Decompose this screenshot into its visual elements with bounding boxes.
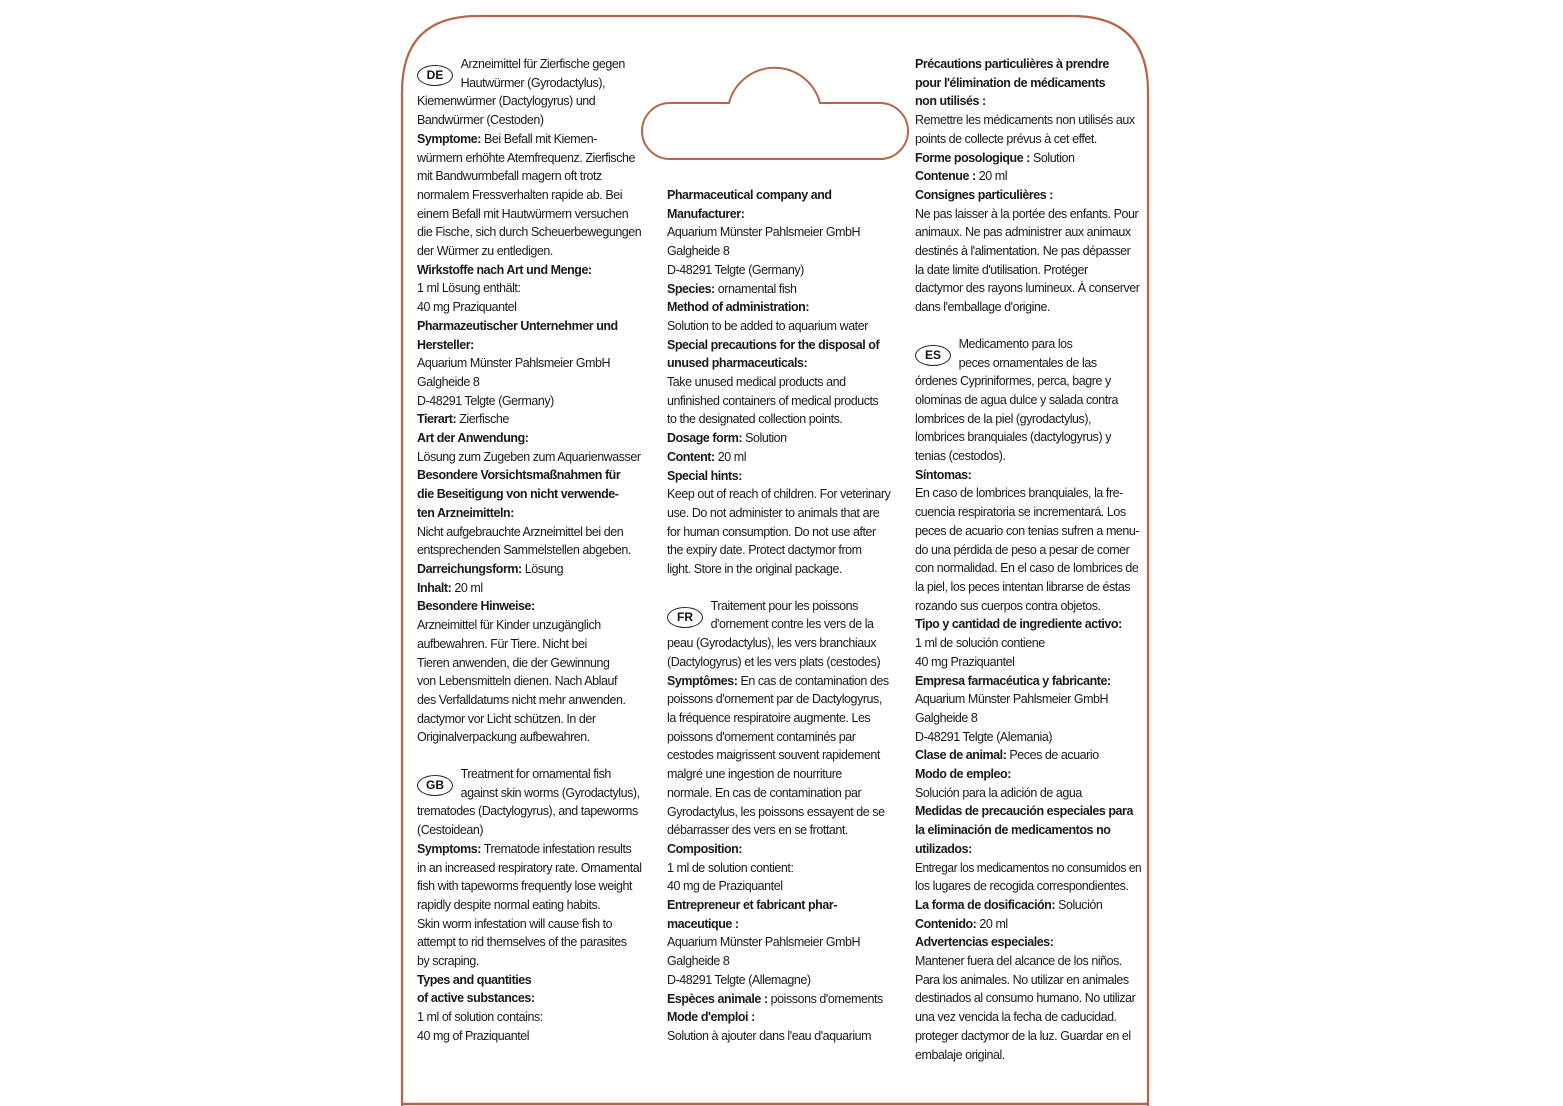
fr-content-label: Contenue : bbox=[915, 169, 976, 184]
fr-method-text: Solution à ajouter dans l'eau d'aquarium bbox=[667, 1028, 872, 1043]
fr-symptoms-text: la fréquence respiratoire augmente. Les bbox=[667, 710, 871, 725]
es-active-text: 40 mg Praziquantel bbox=[915, 654, 1015, 669]
fr-hints-label: Consignes particulières : bbox=[915, 187, 1053, 202]
es-disposal-text: los lugares de recogida correspondientes. bbox=[915, 879, 1129, 894]
gb-hints-text: use. Do not administer to animals that are bbox=[667, 505, 880, 520]
language-badge-fr: FR bbox=[667, 607, 703, 628]
de-active-label: Wirkstoffe nach Art und Menge: bbox=[417, 262, 592, 277]
gb-hints-text: light. Store in the original package. bbox=[667, 562, 842, 577]
gb-active-text: 1 ml of solution contains: bbox=[417, 1010, 543, 1025]
gb-intro bbox=[417, 765, 645, 840]
gb-intro-line: Treatment for ornamental fish bbox=[460, 767, 611, 782]
fr-intro-line: d'ornement contre les vers de la bbox=[710, 617, 874, 632]
de-hints-text: des Verfalldatums nicht mehr anwenden. bbox=[417, 692, 626, 707]
fr-hints-text: dactymor des rayons lumineux. À conserver bbox=[915, 281, 1140, 296]
fr-symptoms-text: normale. En cas de contamination par bbox=[667, 785, 862, 800]
es-hints-text: proteger dactymor de la luz. Guardar en el bbox=[915, 1028, 1131, 1043]
gb-hints-text: the expiry date. Protect dactymor from bbox=[667, 543, 862, 558]
de-symptoms-text: Bei Befall mit Kiemen- bbox=[483, 131, 597, 146]
es-symptoms-text: la piel, los peces intentan librarse de éstas bbox=[915, 579, 1131, 594]
es-intro bbox=[915, 335, 1143, 466]
gb-intro-line: (Cestoidean) bbox=[417, 823, 484, 838]
gb-company-text: D-48291 Telgte (Germany) bbox=[667, 262, 804, 277]
es-disposal-label: Medidas de precaución especiales para bbox=[915, 804, 1133, 819]
fr-method-label: Mode d'emploi : bbox=[667, 1010, 755, 1025]
section-fr-continued bbox=[915, 55, 1143, 317]
gb-symptoms-text: fish with tapeworms frequently lose weight bbox=[417, 879, 633, 894]
column-middle bbox=[667, 186, 895, 1046]
gb-disposal-label: unused pharmaceuticals: bbox=[667, 356, 808, 371]
gb-method-label: Method of administration: bbox=[667, 300, 810, 315]
de-intro bbox=[417, 55, 645, 130]
de-symptoms-text: der Würmer zu entledigen. bbox=[417, 244, 553, 259]
section-gb bbox=[417, 765, 645, 1046]
gb-symptoms-text: attempt to rid themselves of the parasites bbox=[417, 935, 627, 950]
fr-symptoms-text: poissons d'ornement contaminés par bbox=[667, 729, 856, 744]
de-symptoms-text: normalem Fressverhalten rapide ab. Bei bbox=[417, 187, 623, 202]
de-intro-line: Kiemenwürmer (Dactylogyrus) und bbox=[417, 94, 596, 109]
fr-intro bbox=[667, 597, 895, 672]
section-de bbox=[417, 55, 645, 747]
gb-disposal-text: unfinished containers of medical products bbox=[667, 393, 879, 408]
fr-hints-text: animaux. Ne pas administrer aux animaux bbox=[915, 225, 1131, 240]
fr-company-text: Aquarium Münster Pahlsmeier GmbH bbox=[667, 935, 861, 950]
gb-company-text: Galgheide 8 bbox=[667, 244, 730, 259]
es-species-text: Peces de acuario bbox=[1009, 748, 1099, 763]
es-species-label: Clase de animal: bbox=[915, 748, 1007, 763]
de-intro-line: Arzneimittel für Zierfische gegen bbox=[460, 57, 625, 71]
es-symptoms-text: rozando sus cuerpos contra objetos. bbox=[915, 598, 1101, 613]
gb-symptoms-text: Skin worm infestation will cause fish to bbox=[417, 916, 613, 931]
es-method-label: Modo de empleo: bbox=[915, 767, 1011, 782]
fr-company-label: maceutique : bbox=[667, 916, 739, 931]
es-intro-line: lombrices de la piel (gyrodactylus), bbox=[915, 411, 1092, 426]
de-intro-line: Bandwürmer (Cestoden) bbox=[417, 113, 544, 128]
es-symptoms-text: En caso de lombrices branquiales, la fre- bbox=[915, 486, 1123, 501]
gb-active-text: 40 mg of Praziquantel bbox=[417, 1028, 530, 1043]
fr-intro-line: (Dactylogyrus) et les vers plats (cestodes) bbox=[667, 654, 881, 669]
de-hints-text: aufbewahren. Für Tiere. Nicht bei bbox=[417, 636, 587, 651]
gb-intro-line: trematodes (Dactylogyrus), and tapeworms bbox=[417, 804, 638, 819]
fr-hints-text: Ne pas laisser à la portée des enfants. Pour bbox=[915, 206, 1139, 221]
fr-disposal-text: Remettre les médicaments non utilisés aux bbox=[915, 113, 1135, 128]
gb-active-label: of active substances: bbox=[417, 991, 535, 1006]
es-company-label: Empresa farmacéutica y fabricante: bbox=[915, 673, 1111, 688]
section-es bbox=[915, 335, 1143, 1064]
es-hints-label: Advertencias especiales: bbox=[915, 935, 1054, 950]
de-content-label: Inhalt: bbox=[417, 580, 452, 595]
gb-symptoms-text: in an increased respiratory rate. Ornamental bbox=[417, 860, 642, 875]
gb-content-text: 20 ml bbox=[717, 449, 747, 464]
de-symptoms-text: würmern erhöhte Atemfrequenz. Zierfische bbox=[417, 150, 636, 165]
fr-intro-line: peau (Gyrodactylus), les vers branchiaux bbox=[667, 636, 876, 651]
fr-hints-text: la date limite d'utilisation. Protéger bbox=[915, 262, 1088, 277]
gb-disposal-text: Take unused medical products and bbox=[667, 375, 846, 390]
gb-form-label: Dosage form: bbox=[667, 431, 743, 446]
fr-symptoms-label: Symptômes: bbox=[667, 673, 738, 688]
gb-hints-text: Keep out of reach of children. For veterinary bbox=[667, 487, 891, 502]
es-symptoms-text: con normalidad. En el caso de lombrices de bbox=[915, 561, 1139, 576]
es-hints-text: Mantener fuera del alcance de los niños. bbox=[915, 954, 1122, 969]
fr-company-label: Entrepreneur et fabricant phar- bbox=[667, 898, 837, 913]
gb-form-text: Solution bbox=[745, 431, 787, 446]
gb-symptoms-text: Trematode infestation results bbox=[483, 841, 632, 856]
gb-species-text: ornamental fish bbox=[717, 281, 797, 296]
gb-method-text: Solution to be added to aquarium water bbox=[667, 318, 868, 333]
fr-symptoms-text: malgré une ingestion de nourriture bbox=[667, 767, 842, 782]
es-symptoms-text: peces de acuario con tenias sufren a menu- bbox=[915, 523, 1140, 538]
fr-species-text: poissons d'ornements bbox=[770, 991, 883, 1006]
es-disposal-label: la eliminación de medicamentos no bbox=[915, 823, 1111, 838]
gb-company-label: Pharmaceutical company and bbox=[667, 188, 832, 202]
gb-company-label: Manufacturer: bbox=[667, 206, 745, 221]
es-active-label: Tipo y cantidad de ingrediente activo: bbox=[915, 617, 1122, 632]
de-disposal-label: die Beseitigung von nicht verwende- bbox=[417, 487, 619, 502]
es-hints-text: una vez vencida la fecha de caducidad. bbox=[915, 1010, 1117, 1025]
es-intro-line: tenias (cestodos). bbox=[915, 449, 1006, 464]
de-method-text: Lösung zum Zugeben zum Aquarienwasser bbox=[417, 449, 641, 464]
gb-symptoms-label: Symptoms: bbox=[417, 841, 481, 856]
es-company-text: Galgheide 8 bbox=[915, 710, 978, 725]
es-active-text: 1 ml de solución contiene bbox=[915, 636, 1045, 651]
de-content-text: 20 ml bbox=[454, 580, 483, 595]
fr-form-text: Solution bbox=[1032, 150, 1075, 165]
gb-hints-label: Special hints: bbox=[667, 468, 742, 483]
es-method-text: Solución para la adición de agua bbox=[915, 785, 1082, 800]
fr-intro-line: Traitement pour les poissons bbox=[710, 598, 858, 613]
hang-hole bbox=[642, 68, 908, 159]
de-disposal-label: ten Arzneimitteln: bbox=[417, 505, 514, 520]
gb-content-label: Content: bbox=[667, 449, 715, 464]
es-disposal-text: Entregar los medicamentos no consumidos en bbox=[915, 860, 1142, 875]
es-content-text: 20 ml bbox=[979, 916, 1008, 931]
fr-symptoms-text: débarrasser des vers en se frottant. bbox=[667, 823, 848, 838]
fr-disposal-text: points de collecte prévus à cet effet. bbox=[915, 131, 1097, 146]
language-badge-de: DE bbox=[417, 65, 453, 86]
de-form-label: Darreichungsform: bbox=[417, 561, 522, 576]
gb-disposal-label: Special precautions for the disposal of bbox=[667, 337, 880, 352]
de-disposal-text: entsprechenden Sammelstellen abgeben. bbox=[417, 543, 631, 558]
de-hints-label: Besondere Hinweise: bbox=[417, 599, 535, 614]
de-method-label: Art der Anwendung: bbox=[417, 431, 529, 446]
fr-symptoms-text: Gyrodactylus, les poissons essayent de se bbox=[667, 804, 885, 819]
column-left bbox=[417, 55, 645, 1046]
language-badge-gb: GB bbox=[417, 775, 453, 796]
es-hints-text: embalaje original. bbox=[915, 1047, 1005, 1062]
de-disposal-text: Nicht aufgebrauchte Arzneimittel bei den bbox=[417, 524, 624, 539]
es-disposal-label: utilizados: bbox=[915, 841, 972, 856]
es-company-text: Aquarium Münster Pahlsmeier GmbH bbox=[915, 692, 1109, 707]
de-species-text: Zierfische bbox=[459, 412, 509, 427]
de-company-label: Hersteller: bbox=[417, 337, 474, 352]
es-intro-line: lombrices branquiales (dactylogyrus) y bbox=[915, 430, 1112, 445]
fr-active-text: 40 mg de Praziquantel bbox=[667, 879, 783, 894]
de-company-text: D-48291 Telgte (Germany) bbox=[417, 393, 554, 408]
gb-symptoms-text: rapidly despite normal eating habits. bbox=[417, 897, 601, 912]
language-badge-es: ES bbox=[915, 345, 951, 366]
de-company-label: Pharmazeutischer Unternehmer und bbox=[417, 318, 618, 333]
fr-hints-text: destinés à l'alimentation. Ne pas dépasser bbox=[915, 244, 1131, 259]
de-form-text: Lösung bbox=[524, 561, 564, 576]
es-intro-line: peces ornamentales de las bbox=[958, 355, 1097, 370]
fr-form-label: Forme posologique : bbox=[915, 150, 1030, 165]
de-symptoms-text: einem Befall mit Hautwürmern versuchen bbox=[417, 206, 629, 221]
es-content-label: Contenido: bbox=[915, 916, 977, 931]
de-symptoms-text: die Fische, sich durch Scheuerbewegungen bbox=[417, 225, 642, 240]
gb-hints-text: for human consumption. Do not use after bbox=[667, 524, 876, 539]
de-symptoms-label: Symptome: bbox=[417, 131, 481, 146]
de-species-label: Tierart: bbox=[417, 412, 457, 427]
de-active-text: 1 ml Lösung enthält: bbox=[417, 281, 521, 296]
fr-company-text: D-48291 Telgte (Allemagne) bbox=[667, 972, 811, 987]
de-hints-text: Originalverpackung aufbewahren. bbox=[417, 730, 590, 745]
es-form-label: La forma de dosificación: bbox=[915, 897, 1056, 912]
de-intro-line: Hautwürmer (Gyrodactylus), bbox=[460, 75, 606, 90]
gb-company-text: Aquarium Münster Pahlsmeier GmbH bbox=[667, 225, 861, 240]
es-intro-line: órdenes Cypriniformes, perca, bagre y bbox=[915, 374, 1111, 389]
de-active-text: 40 mg Praziquantel bbox=[417, 300, 517, 315]
fr-disposal-label: Précautions particulières à prendre bbox=[915, 57, 1109, 71]
es-intro-line: olominas de agua dulce y salada contra bbox=[915, 392, 1119, 407]
fr-hints-text: dans l'emballage d'origine. bbox=[915, 300, 1050, 315]
gb-species-label: Species: bbox=[667, 281, 715, 296]
gb-disposal-text: to the designated collection points. bbox=[667, 412, 843, 427]
de-symptoms-text: mit Bandwurmbefall magern oft trotz bbox=[417, 169, 602, 184]
es-intro-line: Medicamento para los bbox=[958, 336, 1073, 351]
fr-disposal-label: non utilisés : bbox=[915, 94, 986, 109]
gb-intro-line: against skin worms (Gyrodactylus), bbox=[460, 785, 640, 800]
gb-symptoms-text: by scraping. bbox=[417, 954, 479, 969]
es-hints-text: Para los animales. No utilizar en animales bbox=[915, 972, 1129, 987]
fr-disposal-label: pour l'élimination de médicaments bbox=[915, 75, 1106, 90]
fr-active-label: Composition: bbox=[667, 841, 743, 856]
column-right bbox=[915, 55, 1143, 1064]
de-hints-text: dactymor vor Licht schützen. In der bbox=[417, 711, 596, 726]
de-hints-text: Arzneimittel für Kinder unzugänglich bbox=[417, 618, 601, 633]
fr-content-text: 20 ml bbox=[978, 169, 1008, 184]
es-company-text: D-48291 Telgte (Alemania) bbox=[915, 729, 1053, 744]
fr-symptoms-text: cestodes maigrissent souvent rapidement bbox=[667, 748, 880, 763]
fr-symptoms-text: poissons d'ornement par de Dactylogyrus, bbox=[667, 692, 882, 707]
es-symptoms-text: cuencia respiratoria se incrementará. Los bbox=[915, 505, 1126, 520]
gb-active-label: Types and quantities bbox=[417, 972, 532, 987]
es-hints-text: destinados al consumo humano. No utilizar bbox=[915, 991, 1136, 1006]
es-symptoms-text: do una pérdida de peso a pesar de comer bbox=[915, 542, 1130, 557]
de-hints-text: Tieren anwenden, die der Gewinnung bbox=[417, 655, 610, 670]
de-company-text: Galgheide 8 bbox=[417, 374, 480, 389]
section-fr bbox=[667, 597, 895, 1046]
fr-species-label: Espèces animale : bbox=[667, 991, 768, 1006]
fr-active-text: 1 ml de solution contient: bbox=[667, 860, 794, 875]
de-hints-text: von Lebensmitteln dienen. Nach Ablauf bbox=[417, 674, 617, 689]
fr-symptoms-text: En cas de contamination des bbox=[740, 673, 889, 688]
section-gb-continued bbox=[667, 186, 895, 579]
es-symptoms-label: Síntomas: bbox=[915, 467, 972, 482]
fr-company-text: Galgheide 8 bbox=[667, 954, 730, 969]
de-company-text: Aquarium Münster Pahlsmeier GmbH bbox=[417, 356, 611, 371]
es-form-text: Solución bbox=[1058, 897, 1103, 912]
de-disposal-label: Besondere Vorsichtsmaßnahmen für bbox=[417, 468, 621, 483]
